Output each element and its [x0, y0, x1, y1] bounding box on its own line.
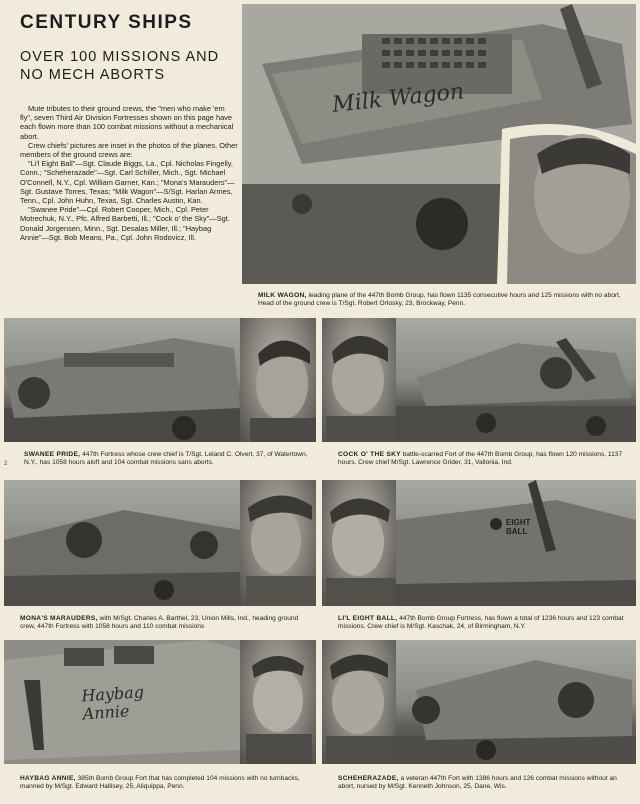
haybag-annie-crew-chief-photo [240, 640, 316, 764]
intro-paragraph: Crew chiefs' pictures are inset in the photos of the planes. Other members of the ground crews are: [20, 140, 238, 160]
swanee-pride-crew-chief-photo [240, 318, 316, 442]
milk-wagon-nose-art: Milk Wagon [331, 79, 466, 118]
scheherazade-caption: SCHEHERAZADE, a veteran 447th Fort with 1386 hours and 126 combat missions without an abort, nursed by M/Sgt. Kenneth Johnson, 25, Dane, Wis. [338, 775, 617, 790]
monas-marauders-crew-chief-photo [240, 480, 316, 606]
haybag-annie-caption: HAYBAG ANNIE, 385th Bomb Group Fort that has completed 104 missions with no turnbacks, manned by M/Sgt. Edward Hallisey, 25, Aliquippa, Penn. [20, 775, 300, 790]
intro-paragraph: "Li'l Eight Ball"—Sgt. Claude Biggs, La., Cpl. Nicholas Fingelly, Conn.; "Scheherazade"—Sgt. Carl Schiller, Mich., Sgt. Michael O'Connell, N.Y., Cpl. William Garner, Kan.; "Mona's Marauders"—Sgt. Gustave Torres, Texas; "Milk Wagon"—S/Sgt. Harlan Armes, Tenn., Cpl. John Huhn, Texas, Sgt. Charles Austin, Kan. [20, 159, 235, 206]
lil-eight-ball-crew-chief-photo [322, 480, 396, 606]
page-subtitle: OVER 100 MISSIONS AND NO MECH ABORTS [20, 49, 220, 83]
cock-o-the-sky-caption: COCK O' THE SKY battle-scarred Fort of the 447th Bomb Group, has flown 120 missions, 1137 hours. Crew chief M/Sgt. Lawrence Grider, 31, Vallonia, Ind. [338, 451, 623, 466]
intro-paragraph: Mute tributes to their ground crews, the "men who make 'em fly", seven Third Air Division Fortresses shown on this page have each flown more than 100 combat missions without a mechanical abort. [20, 104, 234, 141]
milk-wagon-photo [242, 4, 636, 284]
page-number: 2 [4, 461, 8, 467]
lil-eight-ball-caption: LI'L EIGHT BALL, 447th Bomb Group Fortress, has flown a total of 1236 hours and 123 combat missions. Crew chief is M/Sgt. Kaschak, 24, of Birmingham, N.Y. [338, 615, 624, 630]
haybag-annie-photo [4, 640, 240, 764]
scheherazade-photo [396, 640, 636, 764]
intro-text [20, 104, 238, 242]
page-title: CENTURY SHIPS [20, 12, 193, 33]
swanee-pride-caption: SWANEE PRIDE, 447th Fortress whose crew chief is T/Sgt. Leland C. Olvert, 37, of Watertown, N.Y., has 1058 hours aloft and 104 combat missions sans aborts. [24, 451, 308, 466]
haybag-annie-nose-art: Haybag Annie [80, 682, 145, 724]
intro-paragraph: "Swanee Pride"—Cpl. Robert Cooper, Mich., Cpl. Peter Motrechuk, N.Y., Pfc. Alfred Barbetti, Ill.; "Cock o' the Sky"—Sgt. Donald Jorgensen, Minn., Sgt. Desalas Miller, Ill.; "Haybag Annie"—Sgt. Bob Means, Pa., Cpl. John Rodovicz, Ill. [20, 205, 230, 242]
monas-marauders-photo [4, 480, 240, 606]
lil-eight-ball-nose-art: EIGHT BALL [506, 518, 531, 536]
milk-wagon-caption: MILK WAGON, leading plane of the 447th Bomb Group, has flown 1135 consecutive hours and 125 missions with no abort. Head of the ground crew is T/Sgt. Robert Orlosky, 23, Brockway, Penn. [258, 292, 621, 307]
scheherazade-crew-chief-photo [322, 640, 396, 764]
cock-o-the-sky-photo [396, 318, 636, 442]
lil-eight-ball-photo [396, 480, 636, 606]
monas-marauders-caption: MONA'S MARAUDERS, with M/Sgt. Charles A. Barthel, 23, Union Mills, Ind., heading ground crew, 447th Fortress with 1058 hours and 110 combat missions [20, 615, 299, 630]
swanee-pride-photo [4, 318, 240, 442]
cock-o-the-sky-crew-chief-photo [322, 318, 396, 442]
